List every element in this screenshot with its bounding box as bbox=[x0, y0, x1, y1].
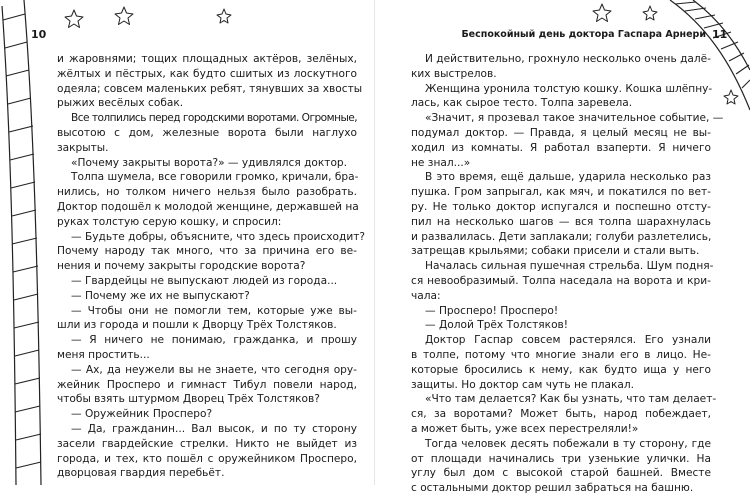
text-line: засели гвардейские стрелки. Никто не выйдет из bbox=[57, 437, 357, 450]
text-line: чала: bbox=[411, 289, 441, 302]
text-line: жейник Просперо и гимнаст Тибул повели народ, bbox=[57, 378, 357, 391]
text-line: — Я ничего не понимаю, гражданка, и прошу bbox=[71, 334, 357, 347]
text-line: В это время, ещё дальше, ударила несколько раз bbox=[425, 171, 711, 184]
star-icon bbox=[65, 10, 83, 28]
text-line: — Да, гражданин... Вал высок, и по ту сторону bbox=[71, 422, 357, 435]
text-line: ходил из комнаты. Я работал взаперти. Я ничего bbox=[411, 141, 711, 154]
text-line: Все толпились перед городскими воротами. Огромные, bbox=[71, 112, 358, 125]
star-icon bbox=[115, 7, 133, 25]
text-line: — Долой Трёх Толстяков! bbox=[425, 319, 569, 332]
text-line: ких выстрелов. bbox=[411, 67, 497, 80]
text-line: Толпа шумела, все говорили громко, кричали, бра- bbox=[71, 171, 359, 184]
text-line: — Оружейник Просперо? bbox=[71, 408, 213, 421]
text-line: Началась сильная пушечная стрельба. Шум подня- bbox=[425, 260, 714, 273]
text-line: города, и тех, кто пошёл с оружейником Просперо, bbox=[57, 452, 357, 465]
text-line: «Что там делается? Как бы узнать, что там делает- bbox=[425, 393, 717, 406]
text-line: Женщина уронила толстую кошку. Кошка шлёпну- bbox=[425, 82, 713, 95]
star-icon bbox=[217, 9, 231, 23]
text-line: в толпе, потому что многие знали его в лицо. Не- bbox=[411, 348, 711, 361]
text-line: — Чтобы они не помогли тем, которые уже вы- bbox=[71, 304, 357, 317]
text-line: ся невообразимый. Толпа наседала на ворота и кри- bbox=[411, 274, 711, 287]
text-line: рыжих весёлых собак. bbox=[57, 97, 184, 110]
star-icon bbox=[593, 4, 611, 22]
text-line: — Гвардейцы не выпускают людей из города... bbox=[71, 274, 338, 287]
text-line: Доктор подошёл к молодой женщине, державшей на bbox=[57, 200, 359, 213]
right-page bbox=[375, 0, 750, 495]
rope-ladder-illustration bbox=[2, 0, 41, 485]
text-line: ся, за воротами? Может быть, народ побеждает, bbox=[411, 408, 711, 421]
text-line: с остальными доктор решил забраться на башню. bbox=[411, 482, 694, 495]
body-text bbox=[411, 52, 724, 496]
text-line: высотою с дом, железные ворота были наглухо bbox=[57, 126, 357, 139]
text-line: одеяла; совсем маленьких ребят, тянувших за хвосты bbox=[57, 82, 363, 95]
text-line: затрещав крыльями; собаки присели и стали выть. bbox=[411, 245, 700, 258]
text-line: лась, как сырое тесто. Толпа заревела. bbox=[411, 97, 633, 110]
page-number: 11 bbox=[712, 28, 728, 41]
text-line: — Просперо! Просперо! bbox=[425, 304, 559, 317]
text-line: шли из города и пошли к Дворцу Трёх Толстяков. bbox=[57, 319, 337, 332]
running-head: Беспокойный день доктора Гаспара Арнери bbox=[461, 29, 706, 40]
text-line: пил на несколько шагов — вся толпа шарахнулась bbox=[411, 215, 711, 228]
text-line: руках толстую серую кошку, и спросил: bbox=[57, 215, 282, 228]
text-line: а может быть, уже всех перестреляли!» bbox=[411, 422, 639, 435]
text-line: от площади начинались три узенькие улички. На bbox=[411, 452, 711, 465]
text-line: нились, но толком ничего нельзя было разобрать. bbox=[57, 186, 357, 199]
text-line: — Ах, да неужели вы не знаете, что сегодня ору- bbox=[71, 363, 357, 376]
text-line: которые бросились к нему, как будто ища у него bbox=[411, 363, 711, 376]
text-line: закрыты. bbox=[57, 141, 109, 154]
text-line: ру. Не только доктор испугался и поспешно отсту- bbox=[411, 200, 711, 213]
text-line: «Почему закрыты ворота?» — удивлялся доктор. bbox=[71, 156, 348, 169]
text-line: подумал доктор. — Правда, я целый месяц не вы- bbox=[411, 126, 711, 139]
text-line: не знал...» bbox=[411, 156, 471, 169]
text-line: — Будьте добры, объясните, что здесь происходит? bbox=[71, 230, 366, 243]
text-line: чтобы взять штурмом Дворец Трёх Толстяков? bbox=[57, 393, 320, 406]
text-line: и развалилась. Дети заплакали; голуби разлетелись, bbox=[411, 230, 712, 243]
text-line: жёлтых и пёстрых, как будто сшитых из лоскутного bbox=[57, 67, 357, 80]
text-line: пушка. Гром запрыгал, как мяч, и покатился по вет- bbox=[411, 186, 711, 199]
text-line: меня простить... bbox=[57, 348, 150, 361]
text-line: Тогда человек десять побежали в ту сторону, где bbox=[425, 437, 711, 450]
text-line: Почему народу так много, что за причина его ве- bbox=[57, 245, 357, 258]
text-line: защиты. Но доктор сам чуть не плакал. bbox=[411, 378, 635, 391]
text-line: дворцовая гвардия перебьёт. bbox=[57, 467, 225, 480]
text-line: «Значит, я прозевал такое значительное событие, — bbox=[425, 112, 724, 125]
text-line: И действительно, грохнуло несколько очень далё- bbox=[425, 53, 711, 65]
text-line: — Почему же их не выпускают? bbox=[71, 289, 250, 302]
star-icon bbox=[643, 6, 657, 20]
text-line: и жаровнями; тощих площадных актёров, зелёных, bbox=[57, 53, 357, 65]
left-page bbox=[0, 0, 375, 485]
page-number: 10 bbox=[31, 28, 47, 41]
body-text bbox=[57, 52, 366, 481]
star-icon bbox=[724, 90, 738, 104]
text-line: углу был дом с высокой старой башней. Вместе bbox=[411, 467, 711, 480]
text-line: нения и почему закрыты городские ворота? bbox=[57, 260, 306, 273]
text-line: Доктор Гаспар совсем растерялся. Его узнали bbox=[425, 334, 711, 347]
